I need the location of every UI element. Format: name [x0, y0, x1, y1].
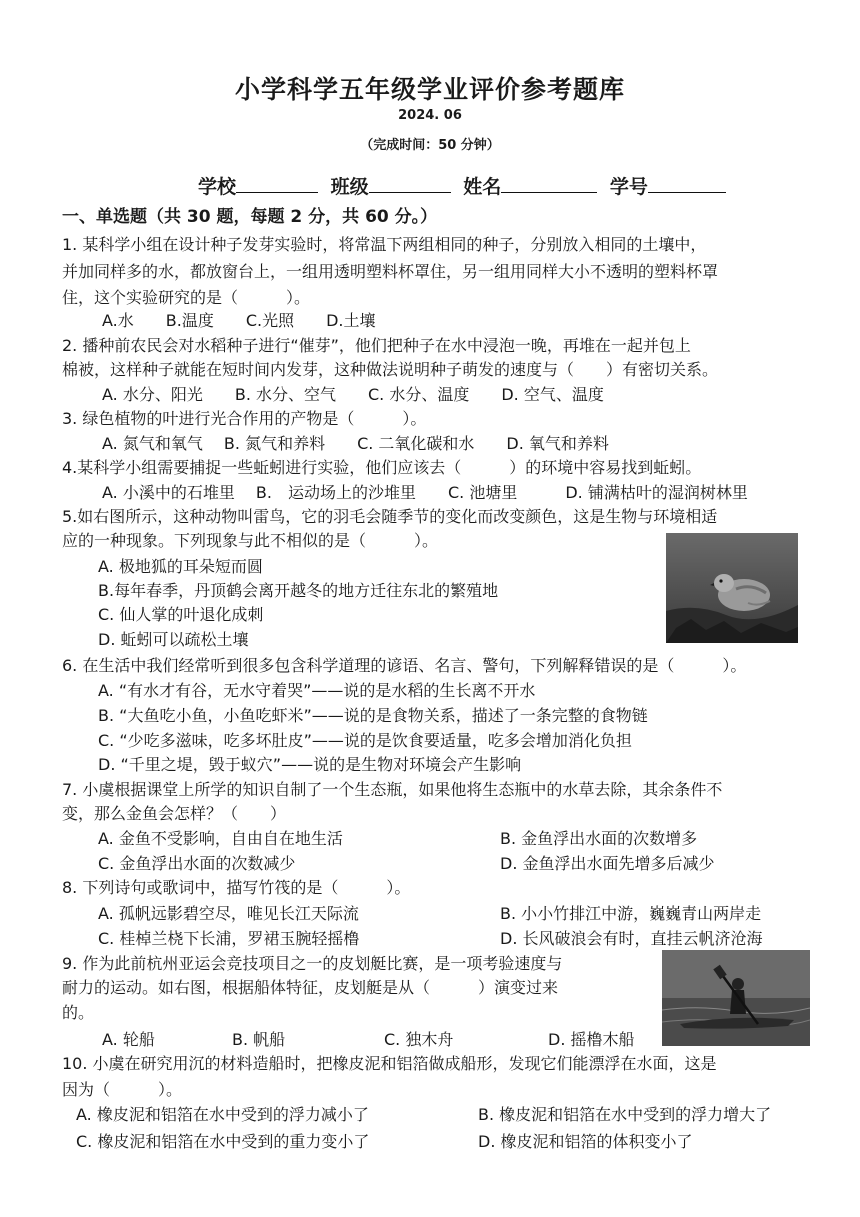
q9-stem-line-3: 的。 — [62, 1003, 95, 1022]
q2-stem-line-2: 棉被，这样种子就能在短时间内发芽，这种做法说明种子萌发的速度与（ ）有密切关系。 — [62, 360, 719, 379]
class-label: 班级 — [330, 176, 369, 198]
q6-option-c: C. “少吃多滋味，吃多坏肚皮”——说的是饮食要适量，吃多会增加消化负担 — [98, 731, 632, 750]
q1-options: A.水 B.温度 C.光照 D.土壤 — [102, 311, 376, 330]
q8-option-a: A. 孤帆远影碧空尽，唯见长江天际流 — [98, 904, 359, 923]
q1-stem-line-1: 1. 某科学小组在设计种子发芽实验时，将常温下两组相同的种子，分别放入相同的土壤中， — [62, 235, 707, 254]
q8-option-d: D. 长风破浪会有时，直挂云帆济沧海 — [500, 929, 763, 948]
q5-stem-line-2: 应的一种现象。下列现象与此不相似的是（ ）。 — [62, 531, 439, 550]
class-blank[interactable] — [369, 174, 451, 193]
exam-duration: （完成时间：50 分钟） — [360, 138, 500, 153]
q6-stem: 6. 在生活中我们经常听到很多包含科学道理的谚语、名言、警句，下列解释错误的是（ ）。 — [62, 656, 747, 675]
q9-stem-line-2: 耐力的运动。如右图，根据船体特征，皮划艇是从（ ）演变过来 — [62, 978, 559, 997]
q7-option-a: A. 金鱼不受影响，自由自在地生活 — [98, 829, 343, 848]
q6-option-d: D. “千里之堤，毁于蚁穴”——说的是生物对环境会产生影响 — [98, 755, 522, 774]
q1-stem-line-2: 并加同样多的水，都放窗台上，一组用透明塑料杯罩住，另一组用同样大小不透明的塑料杯罩 — [62, 262, 719, 281]
q5-stem-line-1: 5.如右图所示，这种动物叫雷鸟，它的羽毛会随季节的变化而改变颜色，这是生物与环境相适 — [62, 507, 718, 526]
q7-stem-line-2: 变，那么金鱼会怎样？（ ） — [62, 804, 287, 823]
q5-option-c: C. 仙人掌的叶退化成刺 — [98, 605, 264, 624]
q10-option-a: A. 橡皮泥和铝箔在水中受到的浮力减小了 — [76, 1105, 369, 1124]
name-blank[interactable] — [501, 174, 597, 193]
q4-stem: 4.某科学小组需要捕捉一些蚯蚓进行实验，他们应该去（ ）的环境中容易找到蚯蚓。 — [62, 458, 702, 477]
q5-option-d: D. 蚯蚓可以疏松土壤 — [98, 630, 249, 649]
q7-stem-line-1: 7. 小虞根据课堂上所学的知识自制了一个生态瓶，如果他将生态瓶中的水草去除，其余条件不 — [62, 780, 723, 799]
q7-option-b: B. 金鱼浮出水面的次数增多 — [500, 829, 698, 848]
q8-option-c: C. 桂棹兰桡下长浦，罗裙玉腕轻摇橹 — [98, 929, 360, 948]
exam-date: 2024. 06 — [398, 108, 462, 123]
q10-stem-line-2: 因为（ ）。 — [62, 1080, 183, 1099]
q9-option-a: A. 轮船 — [102, 1030, 155, 1049]
school-label: 学校 — [198, 176, 237, 198]
q5-option-b: B.每年春季，丹顶鹤会离开越冬的地方迁往东北的繁殖地 — [98, 581, 499, 600]
kayak-photo — [662, 950, 810, 1046]
q2-stem-line-1: 2. 播种前农民会对水稻种子进行“催芽”，他们把种子在水中浸泡一晚，再堆在一起并包上 — [62, 336, 691, 355]
q9-stem-line-1: 9. 作为此前杭州亚运会竞技项目之一的皮划艇比赛，是一项考验速度与 — [62, 954, 563, 973]
section-heading: 一、单选题（共 30 题，每题 2 分，共 60 分。） — [62, 207, 438, 227]
q3-options: A. 氮气和氧气 B. 氮气和养料 C. 二氧化碳和水 D. 氧气和养料 — [102, 434, 609, 453]
q10-option-d: D. 橡皮泥和铝箔的体积变小了 — [478, 1132, 693, 1151]
q6-option-b: B. “大鱼吃小鱼，小鱼吃虾米”——说的是食物关系，描述了一条完整的食物链 — [98, 706, 648, 725]
q9-option-d: D. 摇橹木船 — [548, 1030, 635, 1049]
q9-option-c: C. 独木舟 — [384, 1030, 454, 1049]
q8-stem: 8. 下列诗句或歌词中，描写竹筏的是（ ）。 — [62, 878, 411, 897]
q3-stem: 3. 绿色植物的叶进行光合作用的产物是（ ）。 — [62, 409, 427, 428]
school-blank[interactable] — [236, 174, 318, 193]
name-label: 姓名 — [463, 176, 502, 198]
q2-options: A. 水分、阳光 B. 水分、空气 C. 水分、温度 D. 空气、温度 — [102, 385, 604, 404]
student-info-row — [198, 172, 732, 199]
ptarmigan-photo — [666, 533, 798, 643]
q7-option-d: D. 金鱼浮出水面先增多后减少 — [500, 854, 715, 873]
q8-option-b: B. 小小竹排江中游，巍巍青山两岸走 — [500, 904, 762, 923]
student-id-blank[interactable] — [648, 174, 726, 193]
page-title: 小学科学五年级学业评价参考题库 — [234, 75, 625, 104]
q5-option-a: A. 极地狐的耳朵短而圆 — [98, 557, 263, 576]
q10-option-b: B. 橡皮泥和铝箔在水中受到的浮力增大了 — [478, 1105, 772, 1124]
q4-options: A. 小溪中的石堆里 B. 运动场上的沙堆里 C. 池塘里 D. 铺满枯叶的湿润树林里 — [102, 483, 748, 502]
q7-option-c: C. 金鱼浮出水面的次数减少 — [98, 854, 296, 873]
student-id-label: 学号 — [609, 176, 648, 198]
q1-stem-line-3: 住，这个实验研究的是（ ）。 — [62, 288, 311, 307]
q10-stem-line-1: 10. 小虞在研究用沉的材料造船时，把橡皮泥和铝箔做成船形，发现它们能漂浮在水面，这是 — [62, 1054, 717, 1073]
q6-option-a: A. “有水才有谷，无水守着哭”——说的是水稻的生长离不开水 — [98, 681, 536, 700]
q9-option-b: B. 帆船 — [232, 1030, 286, 1049]
q10-option-c: C. 橡皮泥和铝箔在水中受到的重力变小了 — [76, 1132, 370, 1151]
